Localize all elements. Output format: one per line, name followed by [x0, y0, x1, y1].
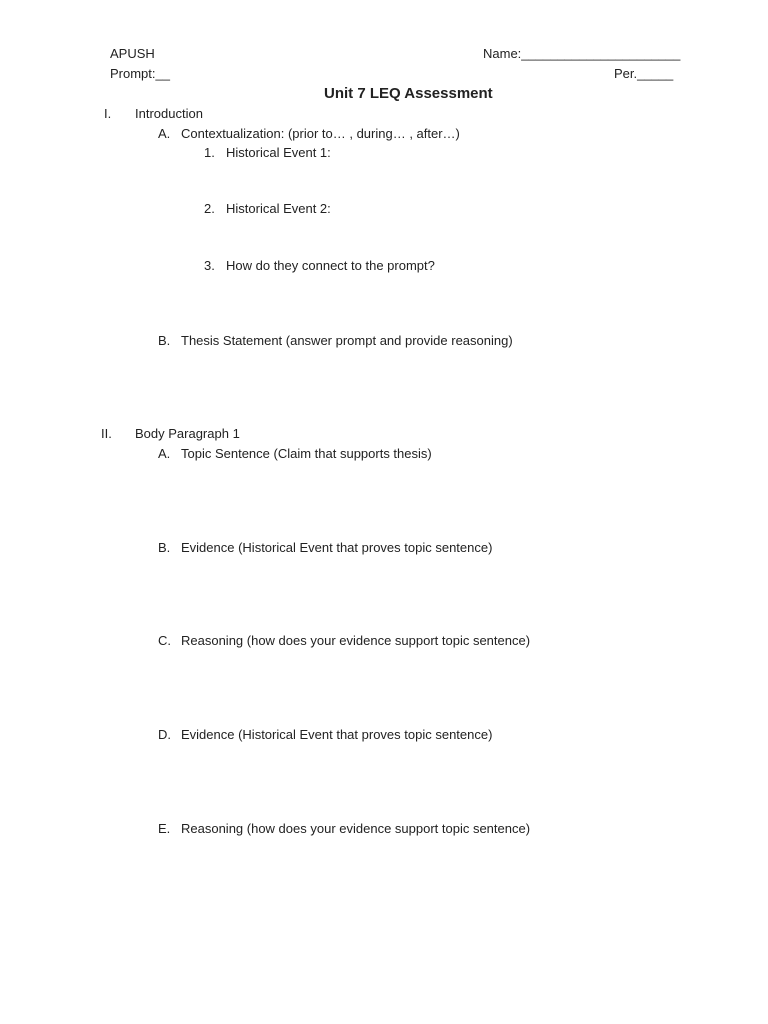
prompt-label: Prompt:__ [110, 66, 170, 81]
historical-event-2: Historical Event 2: [226, 201, 331, 216]
contextualization-text: Contextualization: (prior to… , during… , after…) [181, 126, 460, 141]
reasoning-2: Reasoning (how does your evidence support topic sentence) [181, 821, 531, 836]
name-field-label: Name:______________________ [483, 46, 681, 61]
item-2-number: 2. [204, 201, 215, 216]
page-title: Unit 7 LEQ Assessment [324, 85, 493, 102]
reasoning-1: Reasoning (how does your evidence support topic sentence) [181, 633, 531, 648]
historical-event-1: Historical Event 1: [226, 145, 331, 160]
section-1-a-letter: A. [158, 126, 171, 141]
topic-sentence: Topic Sentence (Claim that supports thesis) [181, 446, 432, 461]
section-1-numeral: I. [104, 106, 112, 121]
item-1-number: 1. [204, 145, 215, 160]
section-1-b-letter: B. [158, 333, 171, 348]
section-1-label: Introduction [135, 106, 203, 121]
item-3-number: 3. [204, 258, 215, 273]
evidence-2: Evidence (Historical Event that proves topic sentence) [181, 727, 493, 742]
evidence-1: Evidence (Historical Event that proves topic sentence) [181, 540, 493, 555]
course-label: APUSH [110, 46, 155, 61]
section-2-a-letter: A. [158, 446, 171, 461]
section-2-c-letter: C. [158, 633, 171, 648]
thesis-statement: Thesis Statement (answer prompt and provide reasoning) [181, 333, 513, 348]
section-2-e-letter: E. [158, 821, 171, 836]
section-2-label: Body Paragraph 1 [135, 426, 240, 441]
connect-to-prompt: How do they connect to the prompt? [226, 258, 435, 273]
section-2-d-letter: D. [158, 727, 171, 742]
section-2-b-letter: B. [158, 540, 171, 555]
period-field-label: Per._____ [614, 66, 674, 81]
section-2-numeral: II. [101, 426, 112, 441]
